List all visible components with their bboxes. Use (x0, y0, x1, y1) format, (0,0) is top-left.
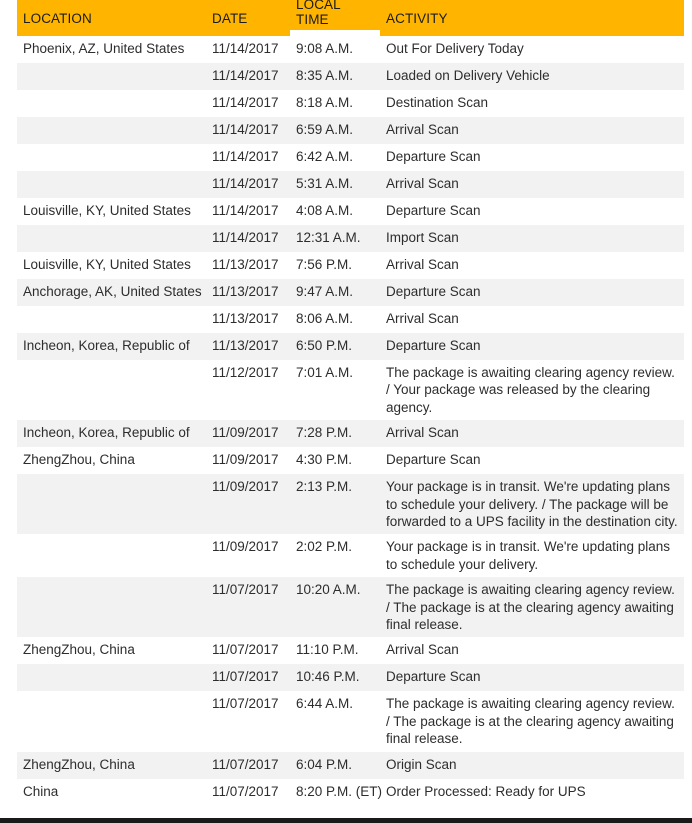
location-cell (17, 171, 206, 198)
activity-cell: The package is awaiting clearing agency review. / The package is at the clearing agency awaiting final release. (386, 582, 675, 633)
location-cell (17, 360, 206, 420)
activity-cell: Order Processed: Ready for UPS (386, 783, 586, 799)
activity-cell: Departure Scan (386, 149, 481, 164)
date-cell: 11/14/2017 (212, 176, 279, 191)
local-time-header-line1: LOCAL (296, 0, 341, 12)
table-row (17, 144, 684, 171)
activity-cell: Import Scan (386, 230, 459, 245)
table-row (17, 117, 684, 144)
time-cell: 7:56 P.M. (296, 257, 353, 272)
activity-cell: Destination Scan (386, 95, 489, 110)
date-cell: 11/13/2017 (212, 257, 279, 272)
location-cell (17, 474, 206, 534)
date-cell: 11/12/2017 (212, 365, 279, 380)
time-cell: 2:13 P.M. (296, 479, 353, 495)
table-row (17, 333, 684, 360)
activity-cell: Departure Scan (386, 203, 481, 218)
activity-cell: Departure Scan (386, 338, 481, 353)
date-column-header: DATE (212, 10, 248, 26)
table-row (17, 360, 684, 420)
location-cell: Louisville, KY, United States (23, 257, 191, 272)
date-cell: 11/09/2017 (212, 425, 279, 441)
header-row (17, 0, 684, 36)
time-cell: 8:20 P.M. (ET) (296, 783, 383, 799)
activity-cell: Arrival Scan (386, 257, 459, 272)
table-row (17, 474, 684, 534)
location-cell: China (23, 783, 59, 799)
date-cell: 11/07/2017 (212, 582, 279, 598)
time-cell: 8:35 A.M. (296, 68, 354, 83)
location-cell: Anchorage, AK, United States (23, 284, 202, 299)
activity-cell: Departure Scan (386, 452, 481, 468)
date-cell: 11/09/2017 (212, 452, 279, 468)
date-cell: 11/13/2017 (212, 311, 279, 326)
table-row (17, 36, 684, 63)
table-row (17, 664, 684, 691)
location-cell (17, 664, 206, 691)
location-cell: ZhengZhou, China (23, 452, 135, 468)
table-row (17, 420, 684, 447)
activity-cell: Out For Delivery Today (386, 41, 524, 56)
time-cell: 8:18 A.M. (296, 95, 354, 110)
time-cell: 10:20 A.M. (296, 582, 361, 598)
activity-cell: Arrival Scan (386, 311, 459, 326)
time-cell: 6:04 P.M. (296, 756, 353, 772)
time-cell: 9:47 A.M. (296, 284, 354, 299)
activity-column-header: ACTIVITY (386, 10, 448, 26)
time-cell: 10:46 P.M. (296, 669, 360, 685)
time-cell: 4:08 A.M. (296, 203, 354, 218)
activity-cell: The package is awaiting clearing agency review. / Your package was released by the clearing agency. (386, 365, 675, 415)
activity-cell: Departure Scan (386, 669, 481, 685)
date-cell: 11/14/2017 (212, 95, 279, 110)
shipment-progress-table (17, 0, 684, 806)
time-cell: 7:01 A.M. (296, 365, 354, 380)
table-row (17, 171, 684, 198)
location-cell (17, 63, 206, 90)
date-cell: 11/07/2017 (212, 756, 279, 772)
location-cell (17, 577, 206, 637)
date-cell: 11/07/2017 (212, 669, 279, 685)
activity-cell: Arrival Scan (386, 425, 459, 441)
activity-cell: Arrival Scan (386, 642, 459, 658)
location-cell (17, 117, 206, 144)
date-cell: 11/09/2017 (212, 539, 279, 555)
time-cell: 6:59 A.M. (296, 122, 354, 137)
table-header (17, 0, 684, 36)
table-row (17, 306, 684, 333)
location-cell (17, 691, 206, 751)
local-time-column-header (290, 0, 380, 30)
date-cell: 11/14/2017 (212, 41, 279, 56)
location-cell (17, 90, 206, 117)
table-row (17, 534, 684, 577)
date-cell: 11/13/2017 (212, 338, 279, 353)
table-row (17, 637, 684, 664)
location-cell: Louisville, KY, United States (23, 203, 191, 218)
table-row (17, 447, 684, 474)
table-body (17, 36, 684, 806)
table-row (17, 577, 684, 637)
location-cell: Incheon, Korea, Republic of (23, 338, 190, 353)
bottom-divider (0, 818, 692, 823)
activity-cell: Departure Scan (386, 284, 481, 299)
date-cell: 11/07/2017 (212, 642, 279, 658)
table-row (17, 752, 684, 779)
date-cell: 11/14/2017 (212, 122, 279, 137)
table-row (17, 779, 684, 806)
date-cell: 11/07/2017 (212, 783, 279, 799)
time-cell: 8:06 A.M. (296, 311, 354, 326)
date-cell: 11/14/2017 (212, 203, 279, 218)
time-cell: 5:31 A.M. (296, 176, 354, 191)
table-row (17, 225, 684, 252)
activity-cell: Your package is in transit. We're updating plans to schedule your delivery. / The package will be forwarded to a UPS facility in the destination city. (386, 479, 678, 530)
activity-cell: Arrival Scan (386, 176, 459, 191)
activity-cell: Loaded on Delivery Vehicle (386, 68, 550, 83)
table-row (17, 198, 684, 225)
date-cell: 11/14/2017 (212, 230, 279, 245)
activity-cell: Your package is in transit. We're updating plans to schedule your delivery. (386, 539, 671, 572)
location-cell: ZhengZhou, China (23, 756, 135, 772)
table-row (17, 63, 684, 90)
table-row (17, 279, 684, 306)
date-cell: 11/14/2017 (212, 149, 279, 164)
location-cell (17, 144, 206, 171)
time-cell: 6:42 A.M. (296, 149, 354, 164)
time-cell: 6:50 P.M. (296, 338, 353, 353)
table-row (17, 90, 684, 117)
location-cell: ZhengZhou, China (23, 642, 135, 658)
table-row (17, 691, 684, 751)
location-cell: Incheon, Korea, Republic of (23, 425, 190, 441)
location-cell: Phoenix, AZ, United States (23, 41, 185, 56)
time-cell: 4:30 P.M. (296, 452, 353, 468)
activity-cell: Arrival Scan (386, 122, 459, 137)
time-cell: 9:08 A.M. (296, 41, 354, 56)
location-cell (17, 225, 206, 252)
time-cell: 7:28 P.M. (296, 425, 353, 441)
date-cell: 11/07/2017 (212, 696, 279, 712)
activity-cell: Origin Scan (386, 756, 457, 772)
date-cell: 11/09/2017 (212, 479, 279, 495)
location-cell (17, 306, 206, 333)
date-cell: 11/13/2017 (212, 284, 279, 299)
table-row (17, 252, 684, 279)
time-cell: 12:31 A.M. (296, 230, 361, 245)
time-cell: 6:44 A.M. (296, 696, 354, 712)
location-cell (17, 534, 206, 577)
time-cell: 11:10 P.M. (296, 642, 359, 658)
date-cell: 11/14/2017 (212, 68, 279, 83)
time-cell: 2:02 P.M. (296, 539, 353, 555)
activity-cell: The package is awaiting clearing agency review. / The package is at the clearing agency awaiting final release. (386, 696, 675, 747)
local-time-header-line2: TIME (296, 12, 329, 27)
location-column-header: LOCATION (23, 10, 92, 26)
